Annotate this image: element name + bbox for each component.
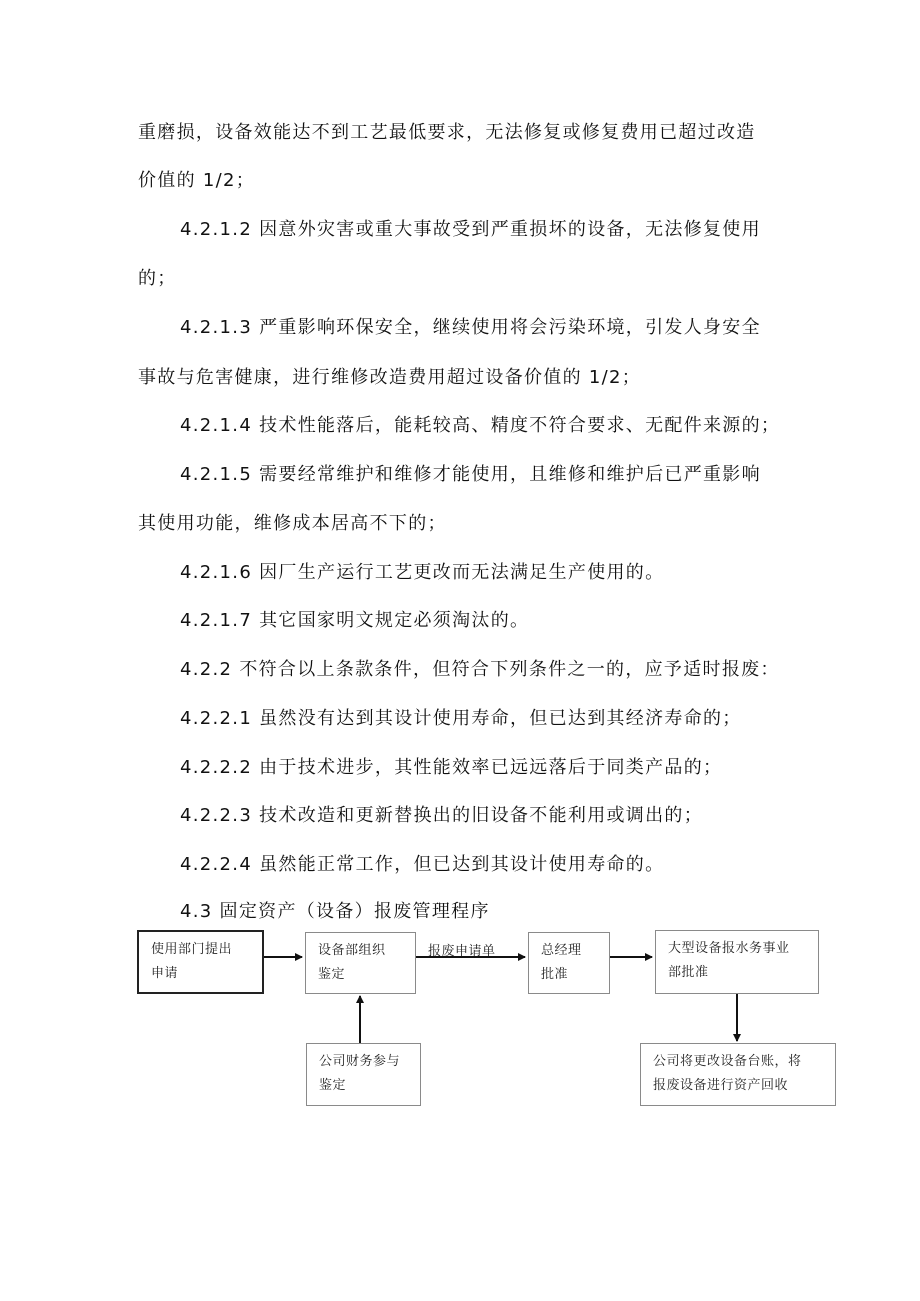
- flow-box-apply: [137, 930, 264, 994]
- flow-box-ledger: [640, 1043, 836, 1106]
- flow-box-ledger-line-1: 公司将更改设备台账，将: [653, 1054, 802, 1069]
- section-heading-4-3: 4.3 固定资产（设备）报废管理程序: [180, 901, 490, 922]
- flow-box-division-line-2: 部批准: [668, 965, 709, 980]
- paragraph-line-12: 4.2.2 不符合以上条款条件，但符合下列条件之一的，应予适时报废：: [180, 659, 780, 680]
- paragraph-line-8: 4.2.1.5 需要经常维护和维修才能使用，且维修和维护后已严重影响: [180, 464, 761, 485]
- flow-box-gm-line-1: 总经理: [541, 943, 582, 958]
- paragraph-line-1: 重磨损，设备效能达不到工艺最低要求，无法修复或修复费用已超过改造: [138, 122, 756, 143]
- flow-box-finance: [306, 1043, 421, 1106]
- flow-box-apply-line-1: 使用部门提出: [151, 942, 233, 957]
- flow-box-gm: [528, 932, 610, 994]
- flow-box-division-line-1: 大型设备报水务事业: [668, 941, 790, 956]
- paragraph-line-10: 4.2.1.6 因厂生产运行工艺更改而无法满足生产使用的。: [180, 562, 665, 583]
- paragraph-line-3: 4.2.1.2 因意外灾害或重大事故受到严重损坏的设备，无法修复使用: [180, 219, 761, 240]
- flow-box-appraise-line-1: 设备部组织: [318, 943, 386, 958]
- paragraph-line-16: 4.2.2.4 虽然能正常工作，但已达到其设计使用寿命的。: [180, 854, 665, 875]
- flow-box-finance-line-1: 公司财务参与: [319, 1054, 401, 1069]
- paragraph-line-9: 其使用功能，维修成本居高不下的；: [138, 513, 447, 534]
- paragraph-line-4: 的；: [138, 268, 177, 289]
- flow-box-appraise: [305, 932, 416, 994]
- paragraph-line-14: 4.2.2.2 由于技术进步，其性能效率已远远落后于同类产品的；: [180, 757, 723, 778]
- flow-box-finance-line-2: 鉴定: [319, 1078, 347, 1093]
- paragraph-line-11: 4.2.1.7 其它国家明文规定必须淘汰的。: [180, 610, 530, 631]
- paragraph-line-5: 4.2.1.3 严重影响环保安全，继续使用将会污染环境，引发人身安全: [180, 317, 761, 338]
- flow-box-ledger-line-2: 报废设备进行资产回收: [653, 1078, 789, 1093]
- paragraph-line-13: 4.2.2.1 虽然没有达到其设计使用寿命，但已达到其经济寿命的；: [180, 708, 742, 729]
- edge-label-scrap-application: 报废申请单: [428, 944, 496, 959]
- flow-box-apply-line-2: 申请: [151, 966, 179, 981]
- paragraph-line-15: 4.2.2.3 技术改造和更新替换出的旧设备不能利用或调出的；: [180, 805, 703, 826]
- flow-box-appraise-line-2: 鉴定: [318, 967, 346, 982]
- flow-box-division: [655, 930, 819, 994]
- paragraph-line-6: 事故与危害健康，进行维修改造费用超过设备价值的 1/2；: [138, 367, 642, 388]
- flow-box-gm-line-2: 批准: [541, 967, 569, 982]
- paragraph-line-7: 4.2.1.4 技术性能落后，能耗较高、精度不符合要求、无配件来源的；: [180, 415, 781, 436]
- paragraph-line-2: 价值的 1/2；: [138, 170, 256, 191]
